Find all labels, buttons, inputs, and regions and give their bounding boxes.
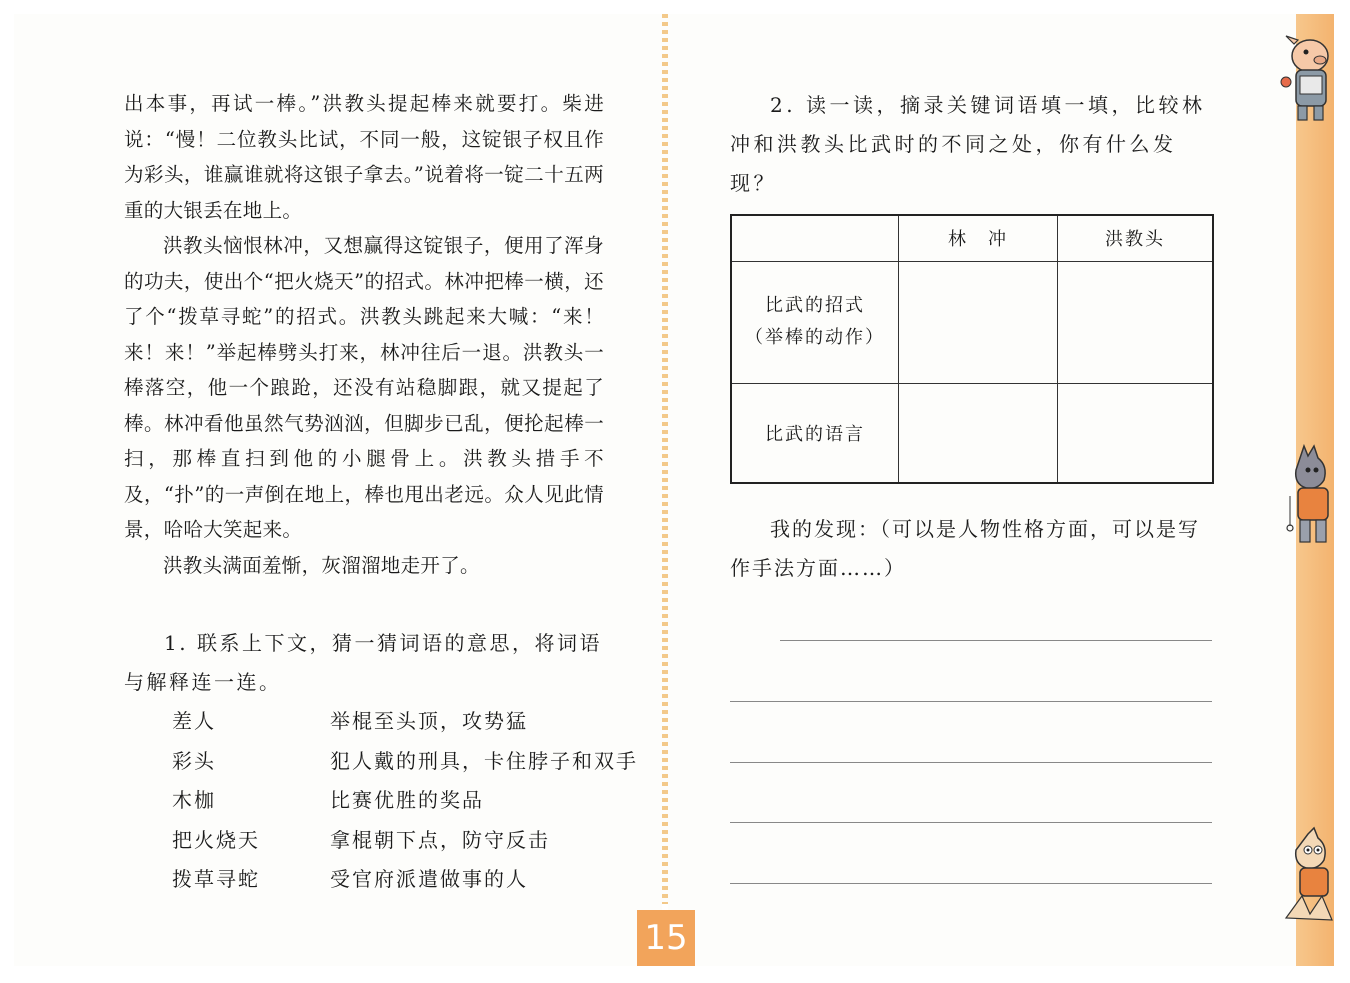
matching-exercise (172, 702, 652, 900)
table-header-row (731, 215, 1213, 261)
match-term[interactable]: 木枷 (172, 788, 216, 812)
table-row-label-speech: 比武的语言 (731, 383, 899, 483)
match-row (172, 821, 652, 861)
question-1 (124, 624, 604, 702)
story-paragraph: 洪教头恼恨林冲，又想赢得这锭银子，便用了浑身的功夫，使出个“把火烧天”的招式。林冲把棒一横，还了个“拨草寻蛇”的招式。洪教头跳起来大喊：“来！来！来！”举起棒劈头打来，林冲往后一退。洪教头一棒落空，他一个踉跄，还没有站稳脚跟，就又提起了棒。林冲看他虽然气势汹汹，但脚步已乱，便抡起棒一扫，那棒直扫到他的小腿骨上。洪教头措手不及，“扑”的一声倒在地上，棒也甩出老远。众人见此情景，哈哈大笑起来。 (124, 234, 604, 541)
comparison-table (730, 214, 1214, 484)
match-row (172, 781, 652, 821)
match-row (172, 860, 652, 900)
question-2-text: 2. 读一读，摘录关键词语填一填，比较林冲和洪教头比武时的不同之处，你有什么发现？ (730, 93, 1206, 195)
answer-line[interactable] (780, 640, 1212, 641)
match-row (172, 702, 652, 742)
question-2 (730, 86, 1212, 203)
match-term[interactable]: 差人 (172, 709, 216, 733)
wolf-mascot-icon (1278, 440, 1338, 550)
story-paragraph: 出本事，再试一棒。”洪教头提起棒来就要打。柴进说：“慢！二位教头比试，不同一般，这锭银子权且作为彩头，谁赢谁就将这银子拿去。”说着将一锭二十五两重的大银丢在地上。 (124, 92, 604, 222)
table-header-hong: 洪教头 (1058, 215, 1214, 261)
page-number: 15 (637, 910, 695, 966)
row-label-line: （举棒的动作） (745, 327, 885, 348)
answer-line[interactable] (730, 822, 1212, 823)
match-row (172, 742, 652, 782)
discovery-prompt (730, 510, 1214, 588)
table-row (731, 261, 1213, 383)
answer-cell-hong-moves[interactable] (1058, 261, 1214, 383)
answer-line[interactable] (730, 762, 1212, 763)
answer-cell-linchong-moves[interactable] (899, 261, 1058, 383)
answer-cell-linchong-speech[interactable] (899, 383, 1058, 483)
match-term[interactable]: 拨草寻蛇 (172, 867, 260, 891)
table-row (731, 383, 1213, 483)
table-header-linchong: 林 冲 (899, 215, 1058, 261)
pig-mascot-icon (1276, 30, 1336, 126)
answer-line[interactable] (730, 883, 1212, 884)
match-definition[interactable]: 犯人戴的刑具，卡住脖子和双手 (330, 748, 638, 773)
match-definition[interactable]: 拿棍朝下点，防守反击 (330, 827, 550, 852)
match-term[interactable]: 彩头 (172, 748, 216, 773)
answer-line[interactable] (730, 701, 1212, 702)
table-corner-cell (731, 215, 899, 261)
match-definition[interactable]: 比赛优胜的奖品 (330, 788, 484, 812)
discovery-text: 我的发现：（可以是人物性格方面，可以是写作手法方面……） (730, 517, 1200, 580)
question-1-text: 1. 联系上下文，猜一猜词语的意思，将词语与解释连一连。 (124, 631, 602, 694)
match-definition[interactable]: 受官府派遣做事的人 (330, 867, 528, 891)
match-definition[interactable]: 举棍至头顶，攻势猛 (330, 709, 528, 733)
match-term[interactable]: 把火烧天 (172, 827, 260, 852)
story-paragraph: 洪教头满面羞惭，灰溜溜地走开了。 (163, 553, 480, 577)
dog-mascot-icon (1280, 826, 1338, 926)
story-text (124, 86, 604, 583)
table-row-label-moves (731, 261, 899, 383)
answer-cell-hong-speech[interactable] (1058, 383, 1214, 483)
row-label-line: 比武的招式 (765, 295, 865, 316)
